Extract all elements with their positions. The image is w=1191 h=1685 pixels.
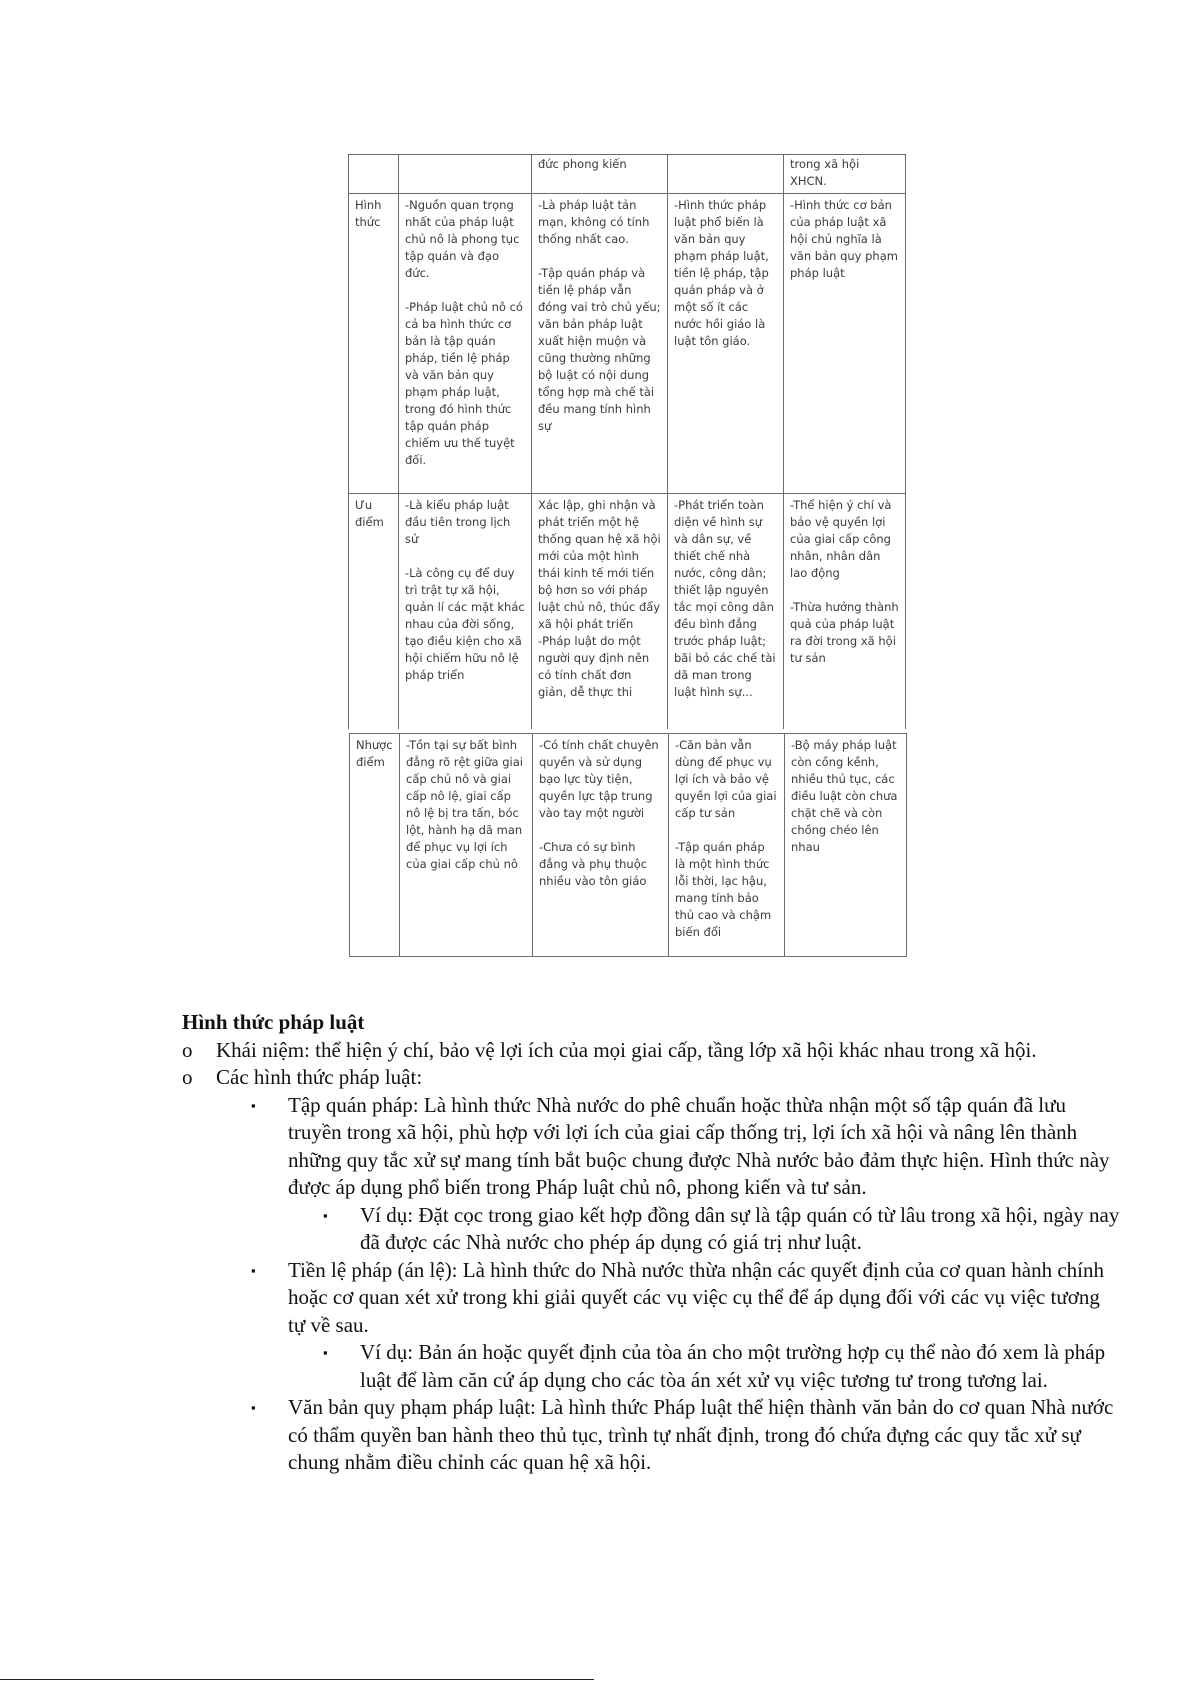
cell-paragraph: -Pháp luật chủ nô có cả ba hình thức cơ bản là tập quán pháp, tiền lệ pháp và văn bản quy phạm pháp luật, trong đó hình thức tập quán pháp chiếm ưu thế tuyệt đối. bbox=[405, 300, 523, 467]
cell-paragraph: -Là công cụ để duy trì trật tự xã hội, quản lí các mặt khác nhau của đời sống, tạo điều kiện cho xã hội chiếm hữu nô lệ pháp triển bbox=[405, 566, 525, 682]
table-row bbox=[349, 194, 906, 494]
table-cell bbox=[399, 194, 532, 494]
table-row bbox=[349, 155, 906, 194]
table-cell bbox=[784, 494, 906, 730]
list-item-text: Văn bản quy phạm pháp luật: Là hình thức Pháp luật thể hiện thành văn bản do cơ quan Nhà nước có thẩm quyền ban hành theo thủ tục, trình tự nhất định, trong đó chứa đựng các quy tắc xử sự chung nhằm điều chỉnh các quan hệ xã hội. bbox=[288, 1395, 1114, 1474]
cell-paragraph: -Nguồn quan trọng nhất của pháp luật chủ nô là phong tục tập quán và đạo đức. bbox=[405, 198, 520, 280]
table-row bbox=[350, 734, 907, 957]
table-row bbox=[349, 494, 906, 730]
row-label: Hình thức bbox=[349, 194, 399, 494]
list-item-text: Ví dụ: Đặt cọc trong giao kết hợp đồng dân sự là tập quán có từ lâu trong xã hội, ngày nay đã được các Nhà nước cho phép áp dụng có giá trị như luật. bbox=[360, 1202, 1120, 1254]
table-cell bbox=[532, 494, 668, 730]
list-item-text: Khái niệm: thể hiện ý chí, bảo vệ lợi ích của mọi giai cấp, tầng lớp xã hội khác nhau trong xã hội. bbox=[216, 1037, 1037, 1062]
footnote-divider bbox=[0, 1679, 594, 1680]
list-item bbox=[182, 1092, 1122, 1202]
list-item bbox=[182, 1064, 1122, 1092]
section-heading: Hình thức pháp luật bbox=[182, 1010, 365, 1034]
table-cell bbox=[399, 494, 532, 730]
square-bullet-icon: ▪ bbox=[251, 1400, 256, 1415]
table-cell: -Hình thức pháp luật phổ biến là văn bản quy phạm pháp luật, tiền lệ pháp, tập quán pháp và ở một số ít các nước hồi giáo là luật tôn giáo. bbox=[668, 194, 784, 494]
table-cell bbox=[533, 734, 669, 957]
list-item bbox=[182, 1257, 1122, 1340]
cell-paragraph: -Có tính chất chuyên quyền và sử dụng bạo lực tùy tiện, quyền lực tập trung vào tay một người bbox=[539, 738, 659, 820]
cell-paragraph: -Thừa hưởng thành quả của pháp luật ra đời trong xã hội tư sản bbox=[790, 600, 899, 665]
cell-paragraph: -Tập quán pháp là một hình thức lỗi thời, lạc hậu, mang tính bảo thủ cao và chậm biến đổi bbox=[675, 840, 772, 939]
cell-paragraph: -Căn bản vẫn dùng để phục vụ lợi ích và bảo vệ quyền lợi của giai cấp tư sản bbox=[675, 738, 777, 820]
circle-bullet-icon: o bbox=[182, 1037, 193, 1062]
table-cell: -Bộ máy pháp luật còn cồng kềnh, nhiều thủ tục, các điều luật còn chưa chặt chẽ và còn chồng chéo lên nhau bbox=[785, 734, 907, 957]
square-bullet-icon: ▪ bbox=[251, 1097, 256, 1113]
table-cell: -Hình thức cơ bản của pháp luật xã hội chủ nghĩa là văn bản quy phạm pháp luật bbox=[784, 194, 906, 494]
forms-of-law-section bbox=[182, 1009, 1122, 1477]
table-cell bbox=[669, 734, 785, 957]
table-cell bbox=[349, 155, 399, 194]
table-cell bbox=[532, 194, 668, 494]
row-label: Ưu điểm bbox=[349, 494, 399, 730]
list-item-text: Ví dụ: Bản án hoặc quyết định của tòa án cho một trường hợp cụ thể nào đó xem là pháp luật để làm căn cứ áp dụng cho các tòa án xét xử vụ việc tương tư trong tương lai. bbox=[360, 1340, 1106, 1392]
cell-paragraph: -Là kiểu pháp luật đầu tiên trong lịch sử bbox=[405, 498, 511, 546]
comparison-table-bottom bbox=[349, 733, 907, 957]
cell-paragraph: -Thể hiện ý chí và bảo vệ quyền lợi của giai cấp công nhân, nhân dân lao động bbox=[790, 498, 892, 580]
table-cell: -Tồn tại sự bất bình đẳng rõ rệt giữa giai cấp chủ nô và giai cấp nô lệ, giai cấp nô lệ bị tra tấn, bóc lột, hành hạ dã man để phục vụ lợi ích của giai cấp chủ nô bbox=[400, 734, 533, 957]
row-label: Nhược điểm bbox=[350, 734, 400, 957]
table-cell: -Phát triển toàn diện về hình sự và dân sự, về thiết chế nhà nước, công dân; thiết lập nguyên tắc mọi công dân đều bình đẳng trước pháp luật; bãi bỏ các chế tài dã man trong luật hình sự... bbox=[668, 494, 784, 730]
cell-paragraph: -Tập quán pháp và tiền lệ pháp vẫn đóng vai trò chủ yếu; văn bản pháp luật xuất hiện muộn và cũng thường những bộ luật có nội dung tổng hợp mà chế tài đều mang tính hình sự bbox=[538, 266, 661, 433]
list-item bbox=[182, 1394, 1122, 1477]
list-item-text: Tập quán pháp: Là hình thức Nhà nước do phê chuẩn hoặc thừa nhận một số tập quán đã lưu truyền trong xã hội, phù hợp với lợi ích của giai cấp thống trị, lợi ích xã hội và nâng lên thành những quy tắc xử sự mang tính bắt buộc chung được Nhà nước bảo đảm thực hiện. Hình thức này được áp dụng phổ biến trong Pháp luật chủ nô, phong kiến và tư sản. bbox=[288, 1092, 1110, 1199]
cell-paragraph: Xác lập, ghi nhận và phát triển một hệ thống quan hệ xã hội mới của một hình thái kinh tế mới tiến bộ hơn so với pháp luật chủ nô, thúc đẩy xã hội phát triển bbox=[538, 498, 661, 631]
cell-paragraph: -Chưa có sự bình đẳng và phụ thuộc nhiều vào tôn giáo bbox=[539, 840, 648, 888]
table-cell bbox=[399, 155, 532, 194]
list-item-text: Các hình thức pháp luật: bbox=[216, 1065, 423, 1089]
square-bullet-icon: ▪ bbox=[323, 1345, 328, 1360]
square-bullet-icon: ▪ bbox=[323, 1207, 328, 1223]
list-item bbox=[182, 1037, 1122, 1065]
list-item bbox=[182, 1202, 1122, 1257]
list-item-text: Tiền lệ pháp (án lệ): Là hình thức do Nhà nước thừa nhận các quyết định của cơ quan hành chính hoặc cơ quan xét xử trong khi giải quyết các vụ việc cụ thể để áp dụng đối với các vụ việc tương tự về sau. bbox=[288, 1257, 1105, 1337]
table-cell: trong xã hội XHCN. bbox=[784, 155, 906, 194]
list-item bbox=[182, 1339, 1122, 1394]
cell-paragraph: -Là pháp luật tản mạn, không có tính thống nhất cao. bbox=[538, 198, 650, 246]
table-cell: đức phong kiến bbox=[532, 155, 668, 194]
cell-paragraph: -Pháp luật do một người quy định nên có tính chất đơn giản, dễ thực thi bbox=[538, 634, 650, 699]
circle-bullet-icon: o bbox=[182, 1065, 193, 1089]
table-cell bbox=[668, 155, 784, 194]
square-bullet-icon: ▪ bbox=[251, 1262, 256, 1278]
comparison-table-top bbox=[348, 154, 906, 729]
